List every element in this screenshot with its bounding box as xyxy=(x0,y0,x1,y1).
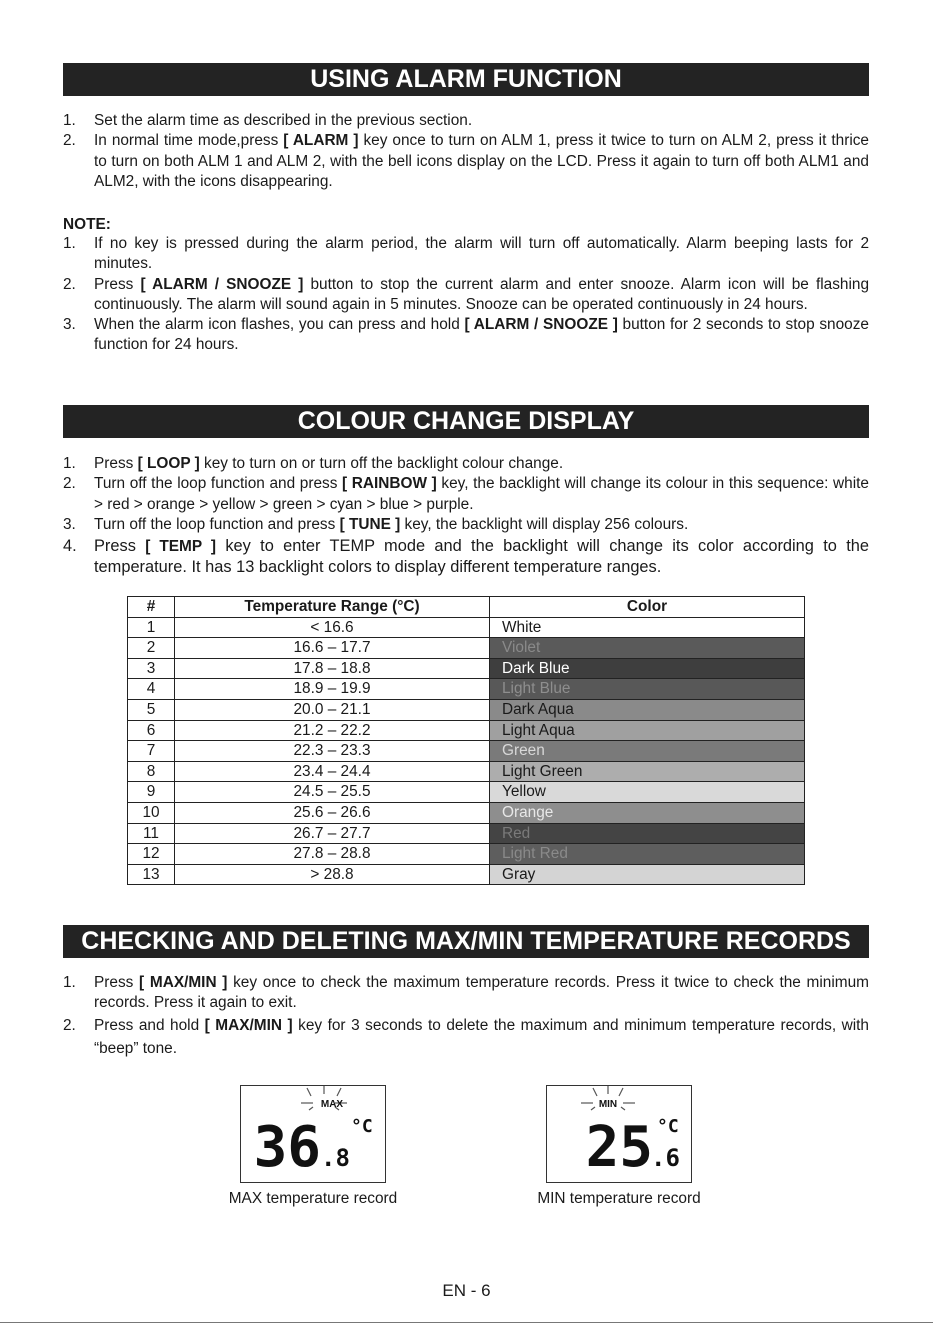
temperature-range: 16.6 – 17.7 xyxy=(175,638,490,659)
row-number: 11 xyxy=(128,823,175,844)
item-text: Press xyxy=(94,275,141,293)
alarm-steps xyxy=(63,111,869,192)
color-name: Red xyxy=(490,823,805,844)
row-number: 9 xyxy=(128,782,175,803)
color-name: White xyxy=(490,617,805,638)
row-number: 2 xyxy=(128,638,175,659)
key-name: [ ALARM ] xyxy=(283,132,359,150)
list-item xyxy=(63,111,869,131)
item-text: When the alarm icon flashes, you can press and hold xyxy=(94,316,465,334)
maxmin-steps xyxy=(63,973,869,1060)
temperature-range: > 28.8 xyxy=(175,864,490,885)
table-row xyxy=(128,761,805,782)
max-value-decimal: .8 xyxy=(321,1144,350,1172)
temperature-range: 17.8 – 18.8 xyxy=(175,658,490,679)
item-text: Press xyxy=(94,537,146,556)
row-number: 12 xyxy=(128,844,175,865)
row-number: 1 xyxy=(128,617,175,638)
temperature-range: 21.2 – 22.2 xyxy=(175,720,490,741)
table-header-row xyxy=(128,597,805,618)
section-title-alarm: USING ALARM FUNCTION xyxy=(63,63,869,96)
temperature-range: 23.4 – 24.4 xyxy=(175,761,490,782)
section-title-maxmin: CHECKING AND DELETING MAX/MIN TEMPERATURE RECORDS xyxy=(63,925,869,958)
color-name: Gray xyxy=(490,864,805,885)
column-header: Temperature Range (°C) xyxy=(175,597,490,618)
key-name: [ TEMP ] xyxy=(145,538,217,556)
item-text: button to stop the current alarm and enter snooze. Alarm icon will be flashing continuously. The alarm will sound again in 5 minutes. Snooze can be operated continuously in 24 hours. xyxy=(94,275,869,313)
note-heading: NOTE: xyxy=(63,216,111,233)
notes-list xyxy=(63,234,869,356)
list-item xyxy=(63,315,869,356)
key-name: [ RAINBOW ] xyxy=(342,475,437,493)
colour-table xyxy=(127,596,805,885)
key-name: [ LOOP ] xyxy=(137,455,200,472)
list-item xyxy=(63,234,869,275)
item-number: 1. xyxy=(63,455,76,472)
min-label: MIN xyxy=(598,1099,618,1110)
column-header: Color xyxy=(490,597,805,618)
lcd-max-display xyxy=(240,1085,386,1183)
footer-divider xyxy=(0,1322,933,1323)
row-number: 3 xyxy=(128,658,175,679)
temperature-range: 25.6 – 26.6 xyxy=(175,802,490,823)
item-text: key once to turn on ALM 1, press it twice to turn on ALM 2, press it thrice to turn on both ALM 1 and ALM 2, with the bell icons display on the LCD. Press it again to turn off both ALM1 and ALM2, with the icons disappearing. xyxy=(94,132,869,190)
max-label: MAX xyxy=(320,1099,344,1110)
item-text: Press xyxy=(94,974,140,991)
item-text: key for 3 seconds to delete the maximum and minimum temperature records, with “beep” tone. xyxy=(94,1016,869,1057)
item-text: key to turn on or turn off the backlight colour change. xyxy=(199,455,564,472)
color-name: Violet xyxy=(490,638,805,659)
lcd-max-graphic xyxy=(241,1086,385,1182)
color-name: Light Blue xyxy=(490,679,805,700)
color-name: Light Red xyxy=(490,844,805,865)
min-caption: MIN temperature record xyxy=(537,1190,701,1207)
temperature-range: 18.9 – 19.9 xyxy=(175,679,490,700)
item-text: Set the alarm time as described in the previous section. xyxy=(94,112,473,129)
table-row xyxy=(128,658,805,679)
table-row xyxy=(128,699,805,720)
key-name: [ TUNE ] xyxy=(339,515,401,533)
item-number: 3. xyxy=(63,515,76,533)
section-title-colour: COLOUR CHANGE DISPLAY xyxy=(63,405,869,438)
table-row xyxy=(128,741,805,762)
list-item xyxy=(63,536,869,578)
table-row xyxy=(128,720,805,741)
min-value-whole: 25 xyxy=(585,1115,653,1180)
table-row xyxy=(128,864,805,885)
item-number: 4. xyxy=(63,537,77,556)
item-number: 1. xyxy=(63,235,76,252)
color-name: Light Green xyxy=(490,761,805,782)
row-number: 6 xyxy=(128,720,175,741)
table-row xyxy=(128,844,805,865)
item-text: key, the backlight will change its colour in this sequence: white > red > orange > yellow > green > cyan > blue > purple. xyxy=(94,475,869,513)
celsius-unit: °C xyxy=(657,1116,679,1137)
color-name: Light Aqua xyxy=(490,720,805,741)
celsius-unit: °C xyxy=(351,1116,373,1137)
row-number: 7 xyxy=(128,741,175,762)
color-name: Dark Blue xyxy=(490,658,805,679)
key-name: [ MAX/MIN ] xyxy=(204,1016,293,1034)
item-number: 1. xyxy=(63,974,76,991)
table-row xyxy=(128,823,805,844)
item-text: Press and hold xyxy=(94,1016,205,1034)
color-name: Green xyxy=(490,741,805,762)
temperature-range: 27.8 – 28.8 xyxy=(175,844,490,865)
item-number: 2. xyxy=(63,1016,76,1034)
temperature-range: 24.5 – 25.5 xyxy=(175,782,490,803)
colour-steps xyxy=(63,454,869,578)
item-number: 2. xyxy=(63,475,76,493)
max-value-whole: 36 xyxy=(253,1115,321,1180)
list-item xyxy=(63,1014,869,1060)
row-number: 5 xyxy=(128,699,175,720)
key-name: [ MAX/MIN ] xyxy=(139,974,228,991)
color-name: Dark Aqua xyxy=(490,699,805,720)
min-value-decimal: .6 xyxy=(651,1144,680,1172)
table-row xyxy=(128,679,805,700)
item-text: key, the backlight will display 256 colours. xyxy=(400,515,689,533)
item-number: 1. xyxy=(63,112,76,129)
table-row xyxy=(128,617,805,638)
row-number: 13 xyxy=(128,864,175,885)
color-name: Yellow xyxy=(490,782,805,803)
item-text: key once to check the maximum temperature records. Press it twice to check the minimum records. Press it again to exit. xyxy=(94,974,869,1012)
lcd-min-graphic xyxy=(547,1086,691,1182)
item-text: Press xyxy=(94,455,138,472)
item-text: In normal time mode,press xyxy=(94,132,284,150)
item-text: If no key is pressed during the alarm period, the alarm will turn off automatically. Alarm beeping lasts for 2 minutes. xyxy=(94,235,869,273)
row-number: 8 xyxy=(128,761,175,782)
list-item xyxy=(63,474,869,515)
item-text: key to enter TEMP mode and the backlight will change its color according to the temperature. It has 13 backlight colors to display different temperature ranges. xyxy=(94,537,869,577)
max-caption: MAX temperature record xyxy=(228,1190,398,1207)
temperature-range: 26.7 – 27.7 xyxy=(175,823,490,844)
list-item xyxy=(63,515,869,535)
temperature-range: < 16.6 xyxy=(175,617,490,638)
lcd-min-display xyxy=(546,1085,692,1183)
item-number: 3. xyxy=(63,316,76,334)
item-text: button for 2 seconds to stop snooze function for 24 hours. xyxy=(94,316,869,354)
list-item xyxy=(63,454,869,474)
column-header: # xyxy=(128,597,175,618)
key-name: [ ALARM / SNOOZE ] xyxy=(464,316,618,334)
list-item xyxy=(63,131,869,192)
item-text: Turn off the loop function and press xyxy=(94,515,340,533)
list-item xyxy=(63,275,869,316)
item-number: 2. xyxy=(63,275,76,293)
table-row xyxy=(128,782,805,803)
item-number: 2. xyxy=(63,132,76,150)
table-row xyxy=(128,802,805,823)
temperature-range: 22.3 – 23.3 xyxy=(175,741,490,762)
color-name: Orange xyxy=(490,802,805,823)
row-number: 10 xyxy=(128,802,175,823)
table-row xyxy=(128,638,805,659)
temperature-range: 20.0 – 21.1 xyxy=(175,699,490,720)
key-name: [ ALARM / SNOOZE ] xyxy=(140,275,304,293)
item-text: Turn off the loop function and press xyxy=(94,475,343,493)
page-number: EN - 6 xyxy=(442,1281,491,1300)
row-number: 4 xyxy=(128,679,175,700)
list-item xyxy=(63,973,869,1014)
